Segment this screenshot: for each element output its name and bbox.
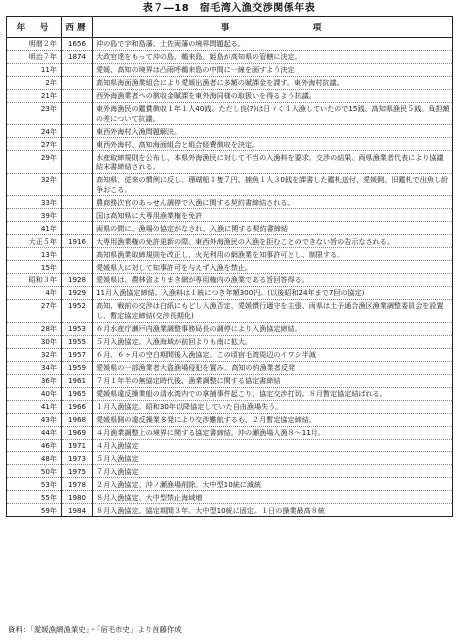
year-cell: 1953 — [62, 322, 93, 335]
table-row — [7, 465, 453, 478]
table-row — [7, 235, 453, 248]
year-cell: 1916 — [62, 235, 93, 248]
table-row — [7, 300, 453, 323]
year-cell — [62, 63, 93, 76]
era-cell: 32年 — [7, 173, 62, 196]
event-cell: 両県の間に、漁場の協定がなされ、入漁に関する契約書締結 — [93, 222, 453, 235]
event-cell: ６月水産庁瀬戸内漁業調整事務局長の調停により入漁協定締結。 — [93, 322, 453, 335]
event-cell: 愛媛県は、農林省よりまき網が専用権内の漁業である旨回答得る。 — [93, 274, 453, 287]
table-row — [7, 452, 453, 465]
table-row — [7, 261, 453, 274]
table-row — [7, 76, 453, 89]
table-row — [7, 387, 453, 400]
header-era: 年 号 — [7, 17, 62, 38]
year-cell — [62, 261, 93, 274]
era-cell: 28年 — [7, 322, 62, 335]
year-cell: 1980 — [62, 491, 93, 504]
era-cell: 27年 — [7, 300, 62, 323]
era-cell: 13年 — [7, 248, 62, 261]
table-row — [7, 322, 453, 335]
era-cell: 34年 — [7, 361, 62, 374]
era-cell: 明暦２年 — [28, 39, 57, 49]
table-row — [7, 248, 453, 261]
event-cell: ５月入漁協定。入漁海域が前回よりも南に拡大。 — [93, 335, 453, 348]
table-row — [7, 504, 453, 517]
year-cell: 1874 — [62, 50, 93, 63]
table-row — [7, 38, 453, 51]
table-row — [7, 173, 453, 196]
era-cell: 59年 — [7, 504, 62, 517]
event-cell: 愛媛県違反操業船の清水湾内での拿捕事件起こり、協定交渉打切。８月暫定協定結ばれる。 — [93, 387, 453, 400]
event-cell: ８月入漁協定、協定期間３年。大中型10統に固定。１日の操業最高８統 — [93, 504, 453, 517]
table-row — [7, 348, 453, 361]
year-cell: 1656 — [62, 38, 93, 51]
year-cell: 1952 — [62, 300, 93, 323]
era-cell: 11年 — [7, 63, 62, 76]
year-cell — [62, 173, 93, 196]
event-cell: 高知県海面漁業組合により愛媛出漁者に多額の賦課金を課す。東外海村抗議。 — [93, 76, 453, 89]
era-cell: 44年 — [7, 426, 62, 439]
era-cell: 24年 — [7, 125, 62, 138]
year-cell: 1955 — [62, 335, 93, 348]
table-row — [7, 400, 453, 413]
table-row — [7, 439, 453, 452]
year-cell: 1971 — [62, 439, 93, 452]
era-cell: 明治７年 — [7, 50, 62, 63]
table-title: 表７―18 宿毛湾入漁交渉関係年表 — [142, 3, 316, 14]
header-year: 西暦 — [62, 17, 93, 38]
table-row — [7, 222, 453, 235]
table-row — [7, 491, 453, 504]
table-row — [7, 274, 453, 287]
event-cell: ７月１年半の無協定時代後、漁業調整に関する協定書締結 — [93, 374, 453, 387]
table-row — [7, 374, 453, 387]
era-cell: 43年 — [7, 413, 62, 426]
table-row — [7, 287, 453, 300]
year-cell — [62, 125, 93, 138]
era-cell: 昭和３年 — [7, 274, 62, 287]
era-cell: 大正５年 — [7, 235, 62, 248]
era-cell: 48年 — [7, 452, 62, 465]
era-cell: 50年 — [7, 465, 62, 478]
era-cell: 32年 — [7, 348, 62, 361]
year-cell — [62, 248, 93, 261]
event-cell: 水産取締規則を公布し、本県外海漁民に対して不当の入漁料を要求。交渉の結果、両県漁業者代表により協議結末書締結される。 — [93, 151, 453, 174]
year-cell — [62, 209, 93, 222]
era-cell: 41年 — [7, 222, 62, 235]
event-cell: ５月入漁協定 — [93, 452, 453, 465]
event-cell: 西外海漁業者への徴収金賦課を東外海同様の取扱いを得るよう抗議。 — [93, 89, 453, 102]
era-cell: 2年 — [7, 76, 62, 89]
event-cell: 高知県漁業取締規則を改正し、火光利用の網漁業を知事許可とし、制限する。 — [93, 248, 453, 261]
event-cell: 高知、戦前の交渉は白紙にもどし入漁否定、愛媛慣行適守を主張、両県は土予通合漁区漁業調整委員会を設置し、暫定協定締結(交渉長期化) — [93, 300, 453, 323]
chronology-table — [6, 16, 453, 517]
event-cell: 東西外海村、高知海面組合と組合経費徴収を決定。 — [93, 138, 453, 151]
table-row — [7, 335, 453, 348]
event-cell: 愛媛、高知の境界は凸雨呼鵜来島の中間に一線を画すよう決定 — [93, 63, 453, 76]
year-cell: 1929 — [62, 287, 93, 300]
era-cell: 55年 — [7, 491, 62, 504]
event-cell: 愛媛県人に対して知事許可を与えず入漁を禁止。 — [93, 261, 453, 274]
event-cell: ４月漁業調整上の境界に関する協定書締結。沖の瀬漁場入漁８～11月。 — [93, 426, 453, 439]
event-cell: １月入漁協定。昭和30年以降協定していた自由漁場失う。 — [93, 400, 453, 413]
year-cell — [62, 222, 93, 235]
year-cell — [62, 196, 93, 209]
table-row — [7, 413, 453, 426]
table-row — [7, 63, 453, 76]
event-cell: ２月入漁協定、沖ノ瀬漁場削除。大中型10統に減統 — [93, 478, 453, 491]
year-cell: 1968 — [62, 413, 93, 426]
event-cell: 愛媛県の一部漁業者大盗漁場侵犯を置み、高知の約漁業者反発 — [93, 361, 453, 374]
table-body — [7, 38, 453, 517]
year-cell: 1959 — [62, 361, 93, 374]
event-cell: 高知県、従来の慣例に反し、珊瑚船１隻７円、捕魚１人３0銭を課書した鑑札送付、愛媛側、旧鑑札で出魚し紛争おこる。 — [93, 173, 453, 196]
era-cell: 15年 — [7, 261, 62, 274]
table-row — [7, 50, 453, 63]
table-row — [7, 151, 453, 174]
table-row — [7, 196, 453, 209]
event-cell: 11月入漁協定締結。入漁料は１統につき年額300円。(以後昭和24年まで7回の協定) — [93, 287, 453, 300]
event-cell: 大政官達をもって沖の島、鵜来島、姫島が高知県の管轄に決定。 — [93, 50, 453, 63]
era-cell: 39年 — [7, 209, 62, 222]
event-cell: 沖の島で宇和島藩、土佐両藩の境界問題起る。 — [93, 38, 453, 51]
era-cell: 36年 — [7, 374, 62, 387]
table-row — [7, 125, 453, 138]
era-cell: 4年 — [7, 287, 62, 300]
year-cell: 1928 — [62, 274, 93, 287]
year-cell: 1957 — [62, 348, 93, 361]
event-cell: 農商務次官のあっせん調停で入漁に関する契約書締結される。 — [93, 196, 453, 209]
table-row — [7, 89, 453, 102]
event-cell: 東外海漁民の鑑賞徴収１年１人40銭、ただし良(?)は日ゞく１入漁していたので15銭、高知県漁民５銭。負担額の差について抗議。 — [93, 102, 453, 125]
year-cell: 1966 — [62, 400, 93, 413]
year-cell: 1961 — [62, 374, 93, 387]
event-cell: 東西外海村入漁問題解決。 — [93, 125, 453, 138]
year-cell: 1978 — [62, 478, 93, 491]
year-cell: 1973 — [62, 452, 93, 465]
year-cell: 1965 — [62, 387, 93, 400]
table-row — [7, 138, 453, 151]
era-cell: 40年 — [7, 387, 62, 400]
header-item: 事 項 — [93, 17, 453, 38]
event-cell: ７月入漁協定 — [93, 465, 453, 478]
header-row — [7, 17, 453, 38]
event-cell: 国は高知県に大専用漁業権を免許 — [93, 209, 453, 222]
year-cell — [62, 76, 93, 89]
era-cell: 23年 — [7, 102, 62, 125]
year-cell: 1984 — [62, 504, 93, 517]
year-cell — [62, 138, 93, 151]
year-cell: 1975 — [62, 465, 93, 478]
table-row — [7, 102, 453, 125]
table-row — [7, 426, 453, 439]
era-cell: 30年 — [7, 335, 62, 348]
year-cell — [62, 89, 93, 102]
event-cell: ８月入漁協定、大中型禁止海域増 — [93, 491, 453, 504]
year-cell: 1969 — [62, 426, 93, 439]
era-cell: 27年 — [7, 138, 62, 151]
era-cell: 46年 — [7, 439, 62, 452]
table-row — [7, 478, 453, 491]
table-row — [7, 361, 453, 374]
event-cell: ６月、６ヶ月の空白期間後入漁協定。この頃宿毛湾周辺のイワシ半減 — [93, 348, 453, 361]
era-cell: 29年 — [7, 151, 62, 174]
event-cell: ４月入漁協定 — [93, 439, 453, 452]
year-cell — [62, 151, 93, 174]
era-cell: 33年 — [7, 196, 62, 209]
table-row — [7, 209, 453, 222]
event-cell: 大専用漁業権の免許更新の際、東西外海漁民の入漁を拒むことのできない旨の告示なされる。 — [93, 235, 453, 248]
year-cell — [62, 102, 93, 125]
era-cell: 21年 — [7, 89, 62, 102]
source-note: 資料：「愛媛漁網漁業史」・「宿毛市史」より首藤作成 — [8, 625, 182, 634]
era-cell: 53年 — [7, 478, 62, 491]
event-cell: 愛媛県側の違反操業多発により交渉難航するも、２月暫定協定締結。 — [93, 413, 453, 426]
era-cell: 41年 — [7, 400, 62, 413]
